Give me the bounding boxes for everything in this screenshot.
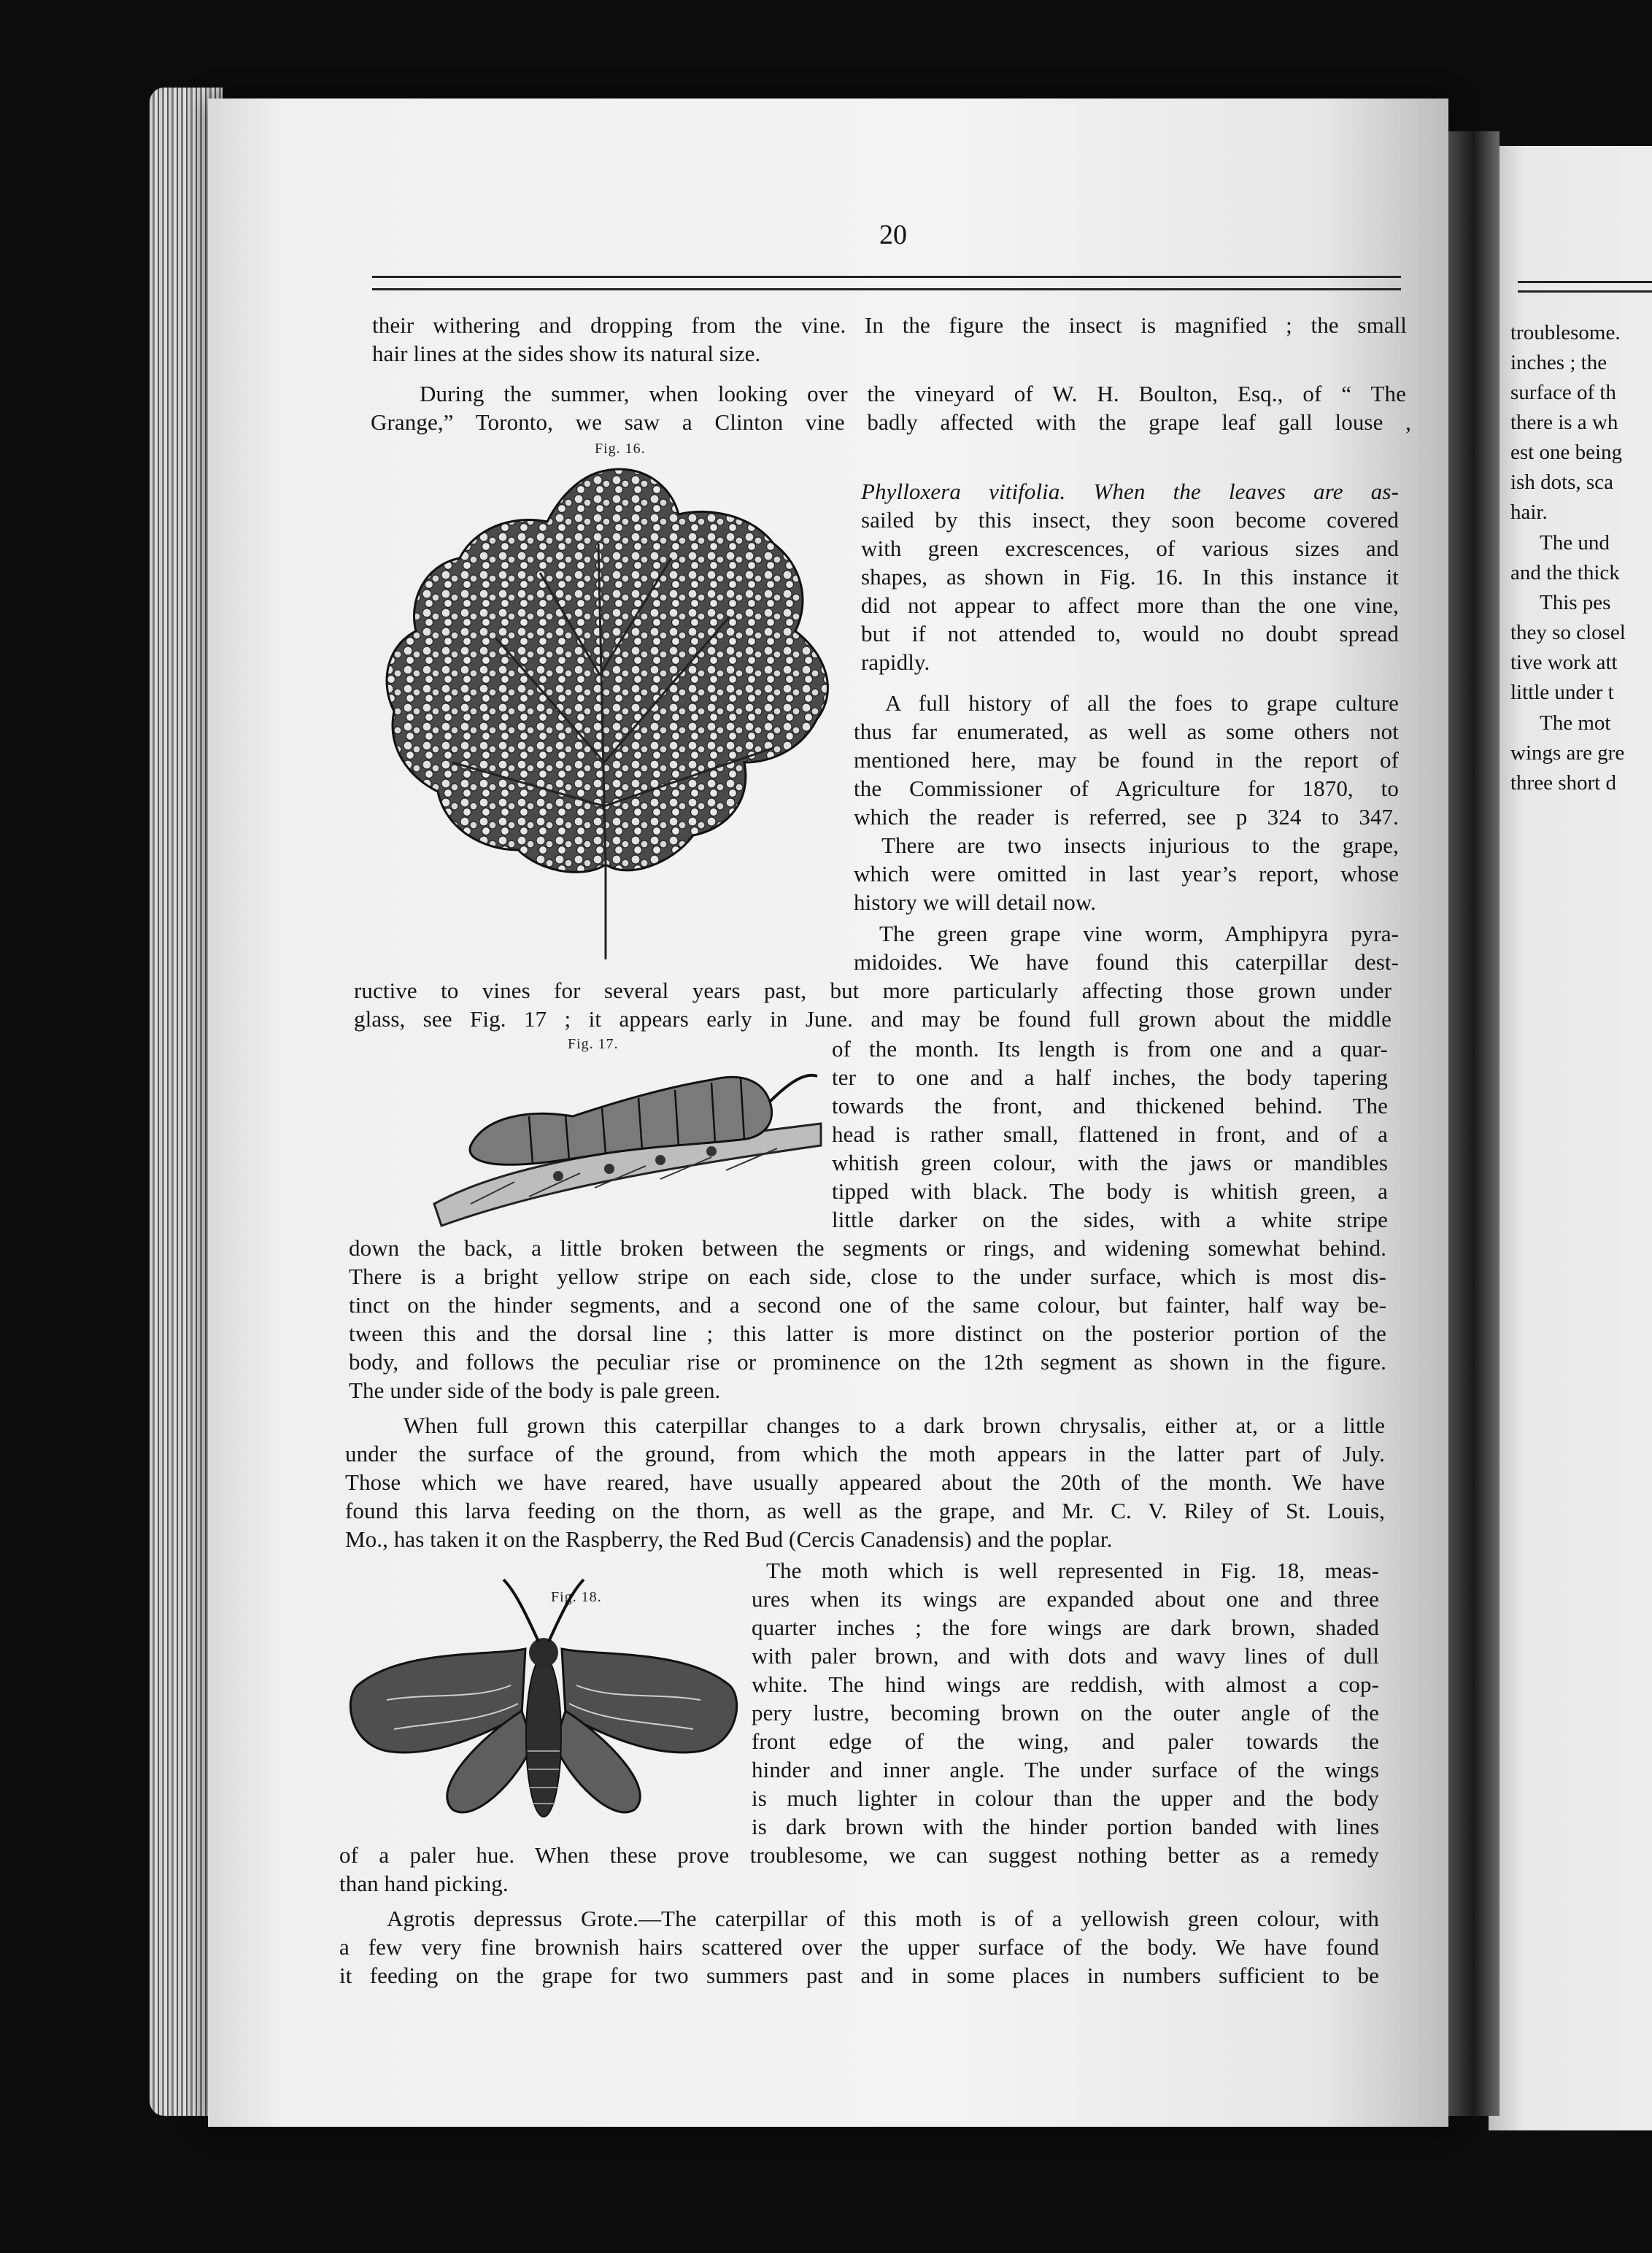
text-line: The green grape vine worm, Amphipyra pyra- <box>879 921 1399 946</box>
text-line: During the summer, when looking over the vineyard of W. H. Boulton, Esq., of “ The <box>420 381 1406 406</box>
text-line: tinct on the hinder segments, and a second one of the same colour, but fainter, half way be- <box>349 1292 1386 1318</box>
text-line: but if not attended to, would no doubt spread <box>861 621 1399 646</box>
text-line: of the month. Its length is from one and a quar- <box>832 1036 1388 1062</box>
text-line: which were omitted in last year’s report, whose <box>854 861 1399 886</box>
header-rule <box>372 276 1401 290</box>
text-line: under the surface of the ground, from which the moth appears in the latter part of July. <box>345 1441 1385 1466</box>
moth-illustration <box>343 1576 744 1839</box>
text-line: Grange,” Toronto, we saw a Clinton vine badly affected with the grape leaf gall louse , <box>371 409 1411 435</box>
text-line: down the back, a little broken between the segments or rings, and widening somewhat behind. <box>349 1235 1386 1261</box>
text-line: a few very fine brownish hairs scattered over the upper surface of the body. We have found <box>339 1934 1379 1960</box>
text-line: shapes, as shown in Fig. 16. In this instance it <box>861 564 1399 590</box>
text-line: head is rather small, flattened in front, and of a <box>832 1121 1388 1147</box>
text-line: with paler brown, and with dots and wavy lines of dull <box>752 1643 1379 1669</box>
facing-header-rule <box>1518 281 1652 293</box>
text-line: did not appear to affect more than the one vine, <box>861 592 1399 618</box>
text-line: history we will detail now. <box>854 889 1097 915</box>
text-line: ter to one and a half inches, the body tapering <box>832 1064 1388 1090</box>
text-line: which the reader is referred, see p 324 to 347. <box>854 804 1399 830</box>
book-gutter <box>1448 131 1499 2116</box>
text-line: it feeding on the grape for two summers past and in some places in numbers sufficient to be <box>339 1963 1379 1988</box>
text-line: white. The hind wings are reddish, with almost a cop- <box>752 1672 1379 1697</box>
text-line: the Commissioner of Agriculture for 1870, to <box>854 776 1399 801</box>
facing-text-line: little under t <box>1510 681 1614 704</box>
text-line: rapidly. <box>861 649 930 675</box>
text-line: ructive to vines for several years past, but more particularly affecting those grown under <box>354 978 1392 1003</box>
text-line: The moth which is well represented in Fig. 18, meas- <box>766 1558 1379 1583</box>
text-line: of a paler hue. When these prove troublesome, we can suggest nothing better as a remedy <box>339 1842 1379 1868</box>
text-line: towards the front, and thickened behind. The <box>832 1093 1388 1118</box>
facing-page <box>1489 146 1652 2130</box>
text-line: pery lustre, becoming brown on the outer angle of the <box>752 1700 1379 1726</box>
page-number: 20 <box>879 220 907 250</box>
figure-caption-18: Fig. 18. <box>551 1589 602 1605</box>
text-line: quarter inches ; the fore wings are dark brown, shaded <box>752 1615 1379 1640</box>
facing-text-line: ish dots, sca <box>1510 471 1613 494</box>
figure-caption-16: Fig. 16. <box>595 441 646 457</box>
facing-text-line: The mot <box>1540 711 1611 735</box>
facing-text-line: surface of th <box>1510 381 1616 404</box>
text-line: Mo., has taken it on the Raspberry, the Red Bud (Cercis Canadensis) and the poplar. <box>345 1526 1113 1552</box>
text-line: The under side of the body is pale green. <box>349 1377 721 1403</box>
facing-text-line: troublesome. <box>1510 321 1621 344</box>
text-line: with green excrescences, of various sizes and <box>861 536 1399 561</box>
facing-text-line: they so closel <box>1510 621 1626 644</box>
facing-text-line: This pes <box>1540 591 1611 614</box>
text-line: found this larva feeding on the thorn, as well as the grape, and Mr. C. V. Riley of St. Louis, <box>345 1498 1385 1523</box>
text-line: There is a bright yellow stripe on each side, close to the under surface, which is most dis- <box>349 1264 1386 1289</box>
text-line: tween this and the dorsal line ; this latter is more distinct on the posterior portion of the <box>349 1321 1386 1346</box>
text-line: is much lighter in colour than the upper and the body <box>752 1785 1379 1811</box>
text-line: Phylloxera vitifolia. When the leaves are as- <box>861 479 1399 504</box>
facing-text-line: three short d <box>1510 771 1616 795</box>
text-line: than hand picking. <box>339 1871 509 1896</box>
text-line: midoides. We have found this caterpillar dest- <box>854 949 1399 975</box>
text-line: When full grown this caterpillar changes to a dark brown chrysalis, either at, or a little <box>404 1413 1385 1438</box>
facing-text-line: there is a wh <box>1510 411 1618 434</box>
text-line: There are two insects injurious to the grape, <box>881 832 1399 858</box>
facing-text-line: inches ; the <box>1510 351 1607 374</box>
text-line: ures when its wings are expanded about one and three <box>752 1586 1379 1612</box>
text-line: Agrotis depressus Grote.—The caterpillar of this moth is of a yellowish green colour, with <box>387 1906 1379 1931</box>
text-line: mentioned here, may be found in the report of <box>854 747 1399 773</box>
leaf-gall-illustration <box>365 456 861 967</box>
facing-text-line: The und <box>1540 531 1610 554</box>
text-line: body, and follows the peculiar rise or prominence on the 12th segment as shown in the figure. <box>349 1349 1386 1375</box>
text-line: whitish green colour, with the jaws or mandibles <box>832 1150 1388 1175</box>
text-line: little darker on the sides, with a white stripe <box>832 1207 1388 1232</box>
text-line: their withering and dropping from the vine. In the figure the insect is magnified ; the small <box>372 312 1407 338</box>
text-line: Those which we have reared, have usually appeared about the 20th of the month. We have <box>345 1469 1385 1495</box>
facing-text-line: est one being <box>1510 441 1623 464</box>
facing-text-line: wings are gre <box>1510 741 1625 765</box>
text-line: sailed by this insect, they soon become covered <box>861 507 1399 533</box>
text-line: is dark brown with the hinder portion banded with lines <box>752 1814 1379 1839</box>
text-line: hinder and inner angle. The under surface of the wings <box>752 1757 1379 1782</box>
text-line: tipped with black. The body is whitish green, a <box>832 1178 1388 1204</box>
text-line: hair lines at the sides show its natural size. <box>372 341 761 366</box>
facing-text-line: and the thick <box>1510 561 1620 584</box>
text-line: thus far enumerated, as well as some others not <box>854 719 1399 744</box>
text-line: glass, see Fig. 17 ; it appears early in June. and may be found full grown about the middle <box>354 1006 1392 1032</box>
figure-caption-17: Fig. 17. <box>568 1036 619 1052</box>
facing-text-line: hair. <box>1510 501 1548 524</box>
caterpillar-illustration <box>427 1058 828 1233</box>
text-line: front edge of the wing, and paler towards the <box>752 1728 1379 1754</box>
text-line: A full history of all the foes to grape culture <box>885 690 1399 716</box>
facing-text-line: tive work att <box>1510 651 1618 674</box>
